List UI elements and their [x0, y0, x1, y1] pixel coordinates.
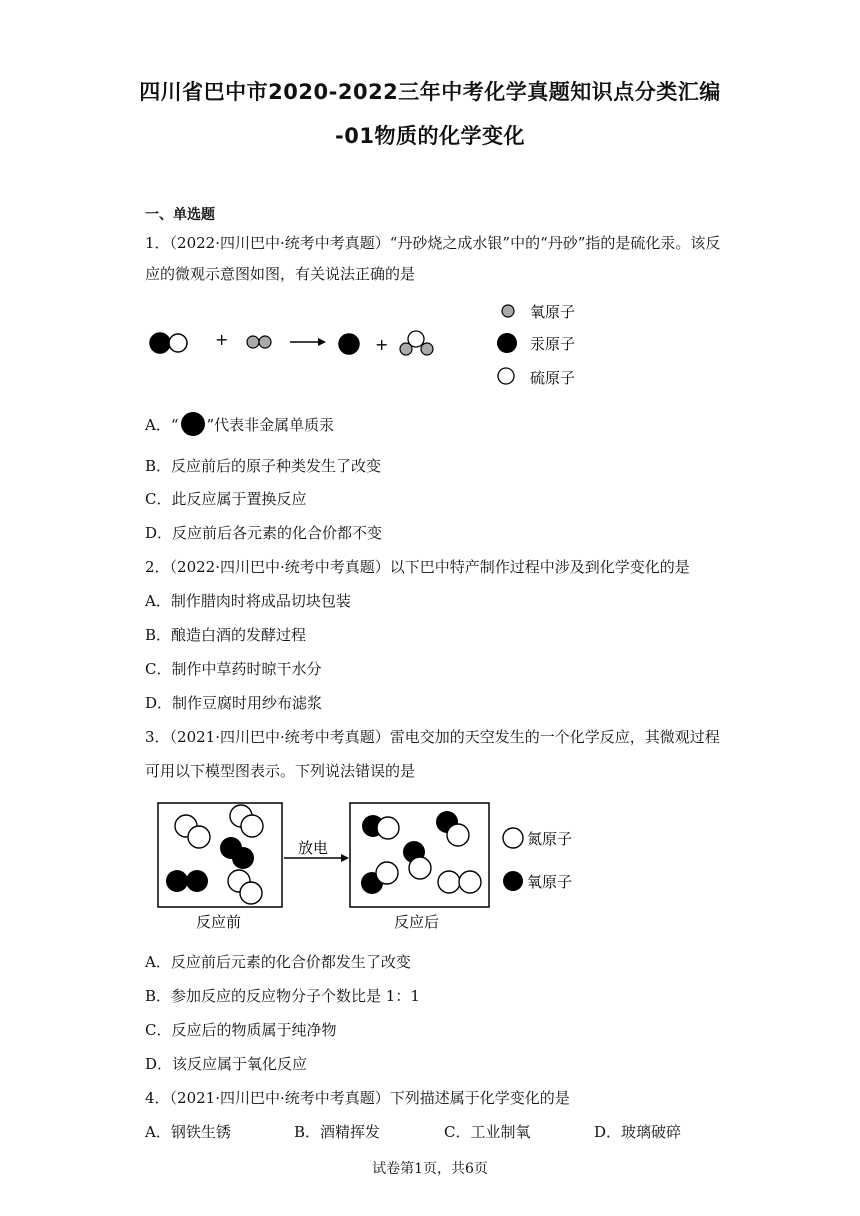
legend-sulfur-label: 硫原子: [530, 369, 576, 387]
nitrogen-atom: [459, 871, 481, 893]
legend-oxygen-label: 氧原子: [530, 303, 576, 321]
q3-option-c[interactable]: C．反应后的物质属于纯净物: [145, 1021, 337, 1039]
oxygen-atom: [421, 343, 433, 355]
q1-option-a-prefix: A．“: [145, 416, 179, 434]
q3-model-diagram: [150, 795, 590, 935]
before-label: 反应前: [196, 913, 242, 931]
legend-mercury-label: 汞原子: [530, 335, 576, 353]
legend-oxygen-icon: [502, 305, 514, 317]
legend-oxygen-icon: [503, 871, 523, 891]
legend-sulfur-icon: [498, 368, 514, 384]
oxygen-atom: [259, 336, 271, 348]
q1-option-b[interactable]: B．反应前后的原子种类发生了改变: [145, 457, 382, 475]
plus-sign-1: +: [215, 330, 229, 349]
nitrogen-atom: [241, 815, 263, 837]
q4-option-c[interactable]: C．工业制氧: [444, 1123, 531, 1141]
after-label: 反应后: [394, 913, 440, 931]
q1-option-d[interactable]: D．反应前后各元素的化合价都不变: [145, 524, 383, 542]
oxygen-atom: [400, 343, 412, 355]
page-title-line1: 四川省巴中市2020-2022三年中考化学真题知识点分类汇编: [139, 80, 721, 104]
nitrogen-atom: [447, 824, 469, 846]
nitrogen-atom: [377, 817, 399, 839]
legend-oxygen-label: 氧原子: [527, 873, 573, 891]
q2-stem: 2．（2022·四川巴中·统考中考真题）以下巴中特产制作过程中涉及到化学变化的是: [145, 558, 690, 576]
nitrogen-atom: [376, 862, 398, 884]
mercury-atom: [339, 334, 359, 354]
q3-stem-line1: 3．（2021·四川巴中·统考中考真题）雷电交加的天空发生的一个化学反应，其微观过程: [145, 728, 720, 746]
nitrogen-atom: [409, 857, 431, 879]
reaction-arrow-head: [318, 338, 326, 346]
q3-stem-line2: 可用以下模型图表示。下列说法错误的是: [145, 762, 416, 780]
q2-option-c[interactable]: C．制作中草药时晾干水分: [145, 660, 322, 678]
mercury-atom-icon: [181, 412, 205, 436]
q2-option-b[interactable]: B．酿造白酒的发酵过程: [145, 626, 307, 644]
q3-option-a[interactable]: A．反应前后元素的化合价都发生了改变: [145, 953, 411, 971]
q3-option-b[interactable]: B．参加反应的反应物分子个数比是 1：1: [145, 987, 420, 1005]
mercury-atom: [150, 333, 170, 353]
q3-option-d[interactable]: D．该反应属于氧化反应: [145, 1055, 308, 1073]
q1-stem-line1: 1．（2022·四川巴中·统考中考真题）“丹砂烧之成水银”中的“丹砂”指的是硫化汞。该反: [145, 234, 721, 252]
nitrogen-atom: [240, 882, 262, 904]
oxygen-atom: [166, 870, 188, 892]
section-heading: 一、单选题: [145, 207, 215, 223]
oxygen-atom: [247, 336, 259, 348]
reaction-arrow-head: [341, 854, 349, 862]
arrow-label: 放电: [298, 839, 329, 857]
q1-option-a[interactable]: [145, 414, 334, 438]
oxygen-atom: [186, 870, 208, 892]
q2-option-d[interactable]: D．制作豆腐时用纱布滤浆: [145, 694, 323, 712]
nitrogen-atom: [438, 871, 460, 893]
page-footer: 试卷第1页，共6页: [372, 1161, 488, 1177]
legend-nitrogen-icon: [503, 828, 523, 848]
legend-nitrogen-label: 氮原子: [527, 830, 573, 848]
sulfur-atom: [169, 334, 187, 352]
q2-option-a[interactable]: A．制作腊肉时将成品切块包装: [145, 592, 351, 610]
q1-reaction-diagram: [140, 295, 600, 395]
nitrogen-atom: [188, 826, 210, 848]
q1-option-a-suffix: ”代表非金属单质汞: [206, 416, 335, 434]
q4-option-a[interactable]: A．钢铁生锈: [145, 1123, 231, 1141]
q1-option-c[interactable]: C．此反应属于置换反应: [145, 490, 307, 508]
q4-stem: 4．（2021·四川巴中·统考中考真题）下列描述属于化学变化的是: [145, 1089, 570, 1107]
plus-sign-2: +: [375, 335, 389, 354]
oxygen-atom: [232, 847, 254, 869]
q1-stem-line2: 应的微观示意图如图，有关说法正确的是: [145, 265, 416, 283]
page-title-line2: -01物质的化学变化: [335, 124, 525, 148]
q4-option-d[interactable]: D．玻璃破碎: [594, 1123, 682, 1141]
q4-option-b[interactable]: B．酒精挥发: [294, 1123, 381, 1141]
legend-mercury-icon: [497, 333, 517, 353]
